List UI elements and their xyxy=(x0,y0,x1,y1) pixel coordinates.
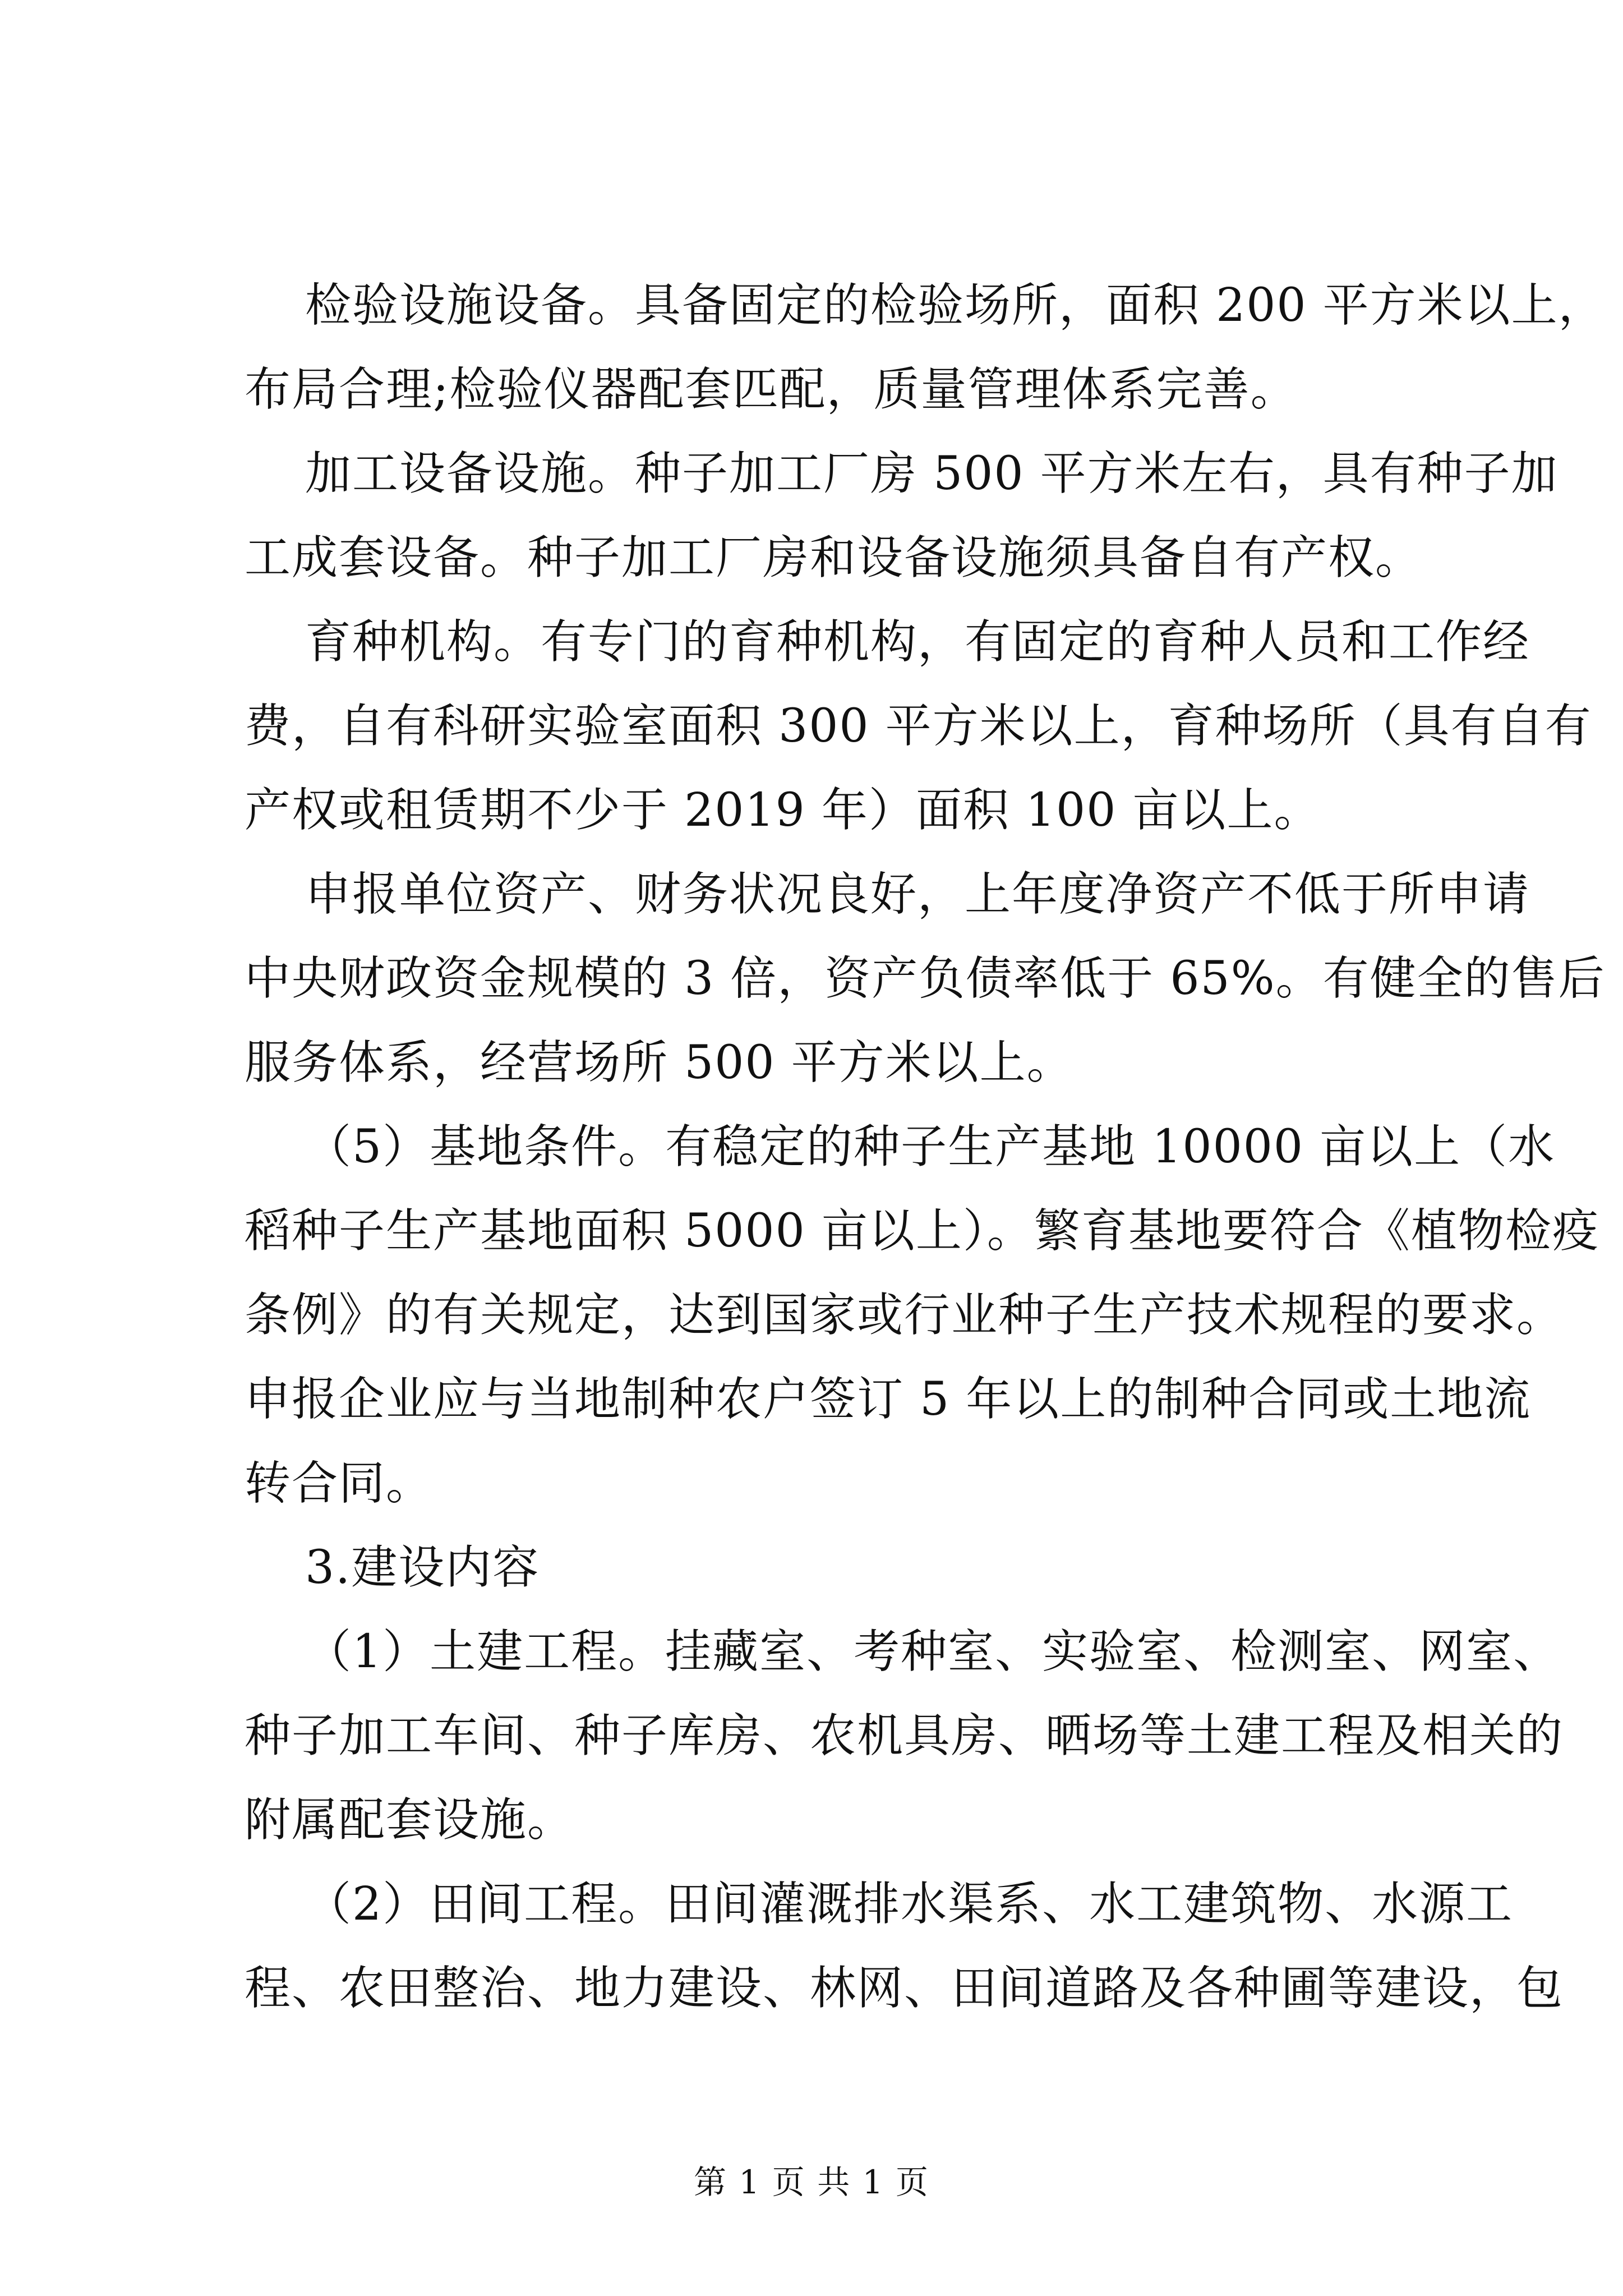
text-line: 加工设备设施。种子加工厂房 500 平方米左右，具有种子加 xyxy=(305,447,1559,500)
text-line: 条例》的有关规定，达到国家或行业种子生产技术规程的要求。 xyxy=(245,1289,1564,1342)
text-line: 中央财政资金规模的 3 倍，资产负债率低于 65%。有健全的售后 xyxy=(245,952,1606,1005)
text-line: 转合同。 xyxy=(245,1457,434,1510)
text-line: 育种机构。有专门的育种机构，有固定的育种人员和工作经 xyxy=(305,615,1530,669)
text-line: 申报企业应与当地制种农户签订 5 年以上的制种合同或土地流 xyxy=(245,1373,1532,1426)
text-line: （2）田间工程。田间灌溉排水渠系、水工建筑物、水源工 xyxy=(305,1878,1514,1931)
text-line: （1）土建工程。挂藏室、考种室、实验室、检测室、网室、 xyxy=(305,1625,1561,1678)
text-line: 种子加工车间、种子库房、农机具房、晒场等土建工程及相关的 xyxy=(245,1709,1564,1763)
text-line: 检验设施设备。具备固定的检验场所，面积 200 平方米以上， xyxy=(305,279,1606,332)
text-line: 服务体系，经营场所 500 平方米以上。 xyxy=(245,1036,1074,1089)
text-line: 附属配套设施。 xyxy=(245,1793,575,1847)
page-footer: 第 1 页 共 1 页 xyxy=(694,2163,929,2201)
section-heading: 3.建设内容 xyxy=(305,1541,540,1594)
text-line: 申报单位资产、财务状况良好，上年度净资产不低于所申请 xyxy=(305,868,1530,921)
text-line: 费，自有科研实验室面积 300 平方米以上，育种场所（具有自有 xyxy=(245,700,1592,753)
text-line: 稻种子生产基地面积 5000 亩以上）。繁育基地要符合《植物检疫 xyxy=(245,1204,1599,1258)
text-line: 产权或租赁期不少于 2019 年）面积 100 亩以上。 xyxy=(245,784,1321,837)
text-line: （5）基地条件。有稳定的种子生产基地 10000 亩以上（水 xyxy=(305,1120,1556,1174)
text-line: 工成套设备。种子加工厂房和设备设施须具备自有产权。 xyxy=(245,531,1423,585)
text-line: 程、农田整治、地力建设、林网、田间道路及各种圃等建设，包 xyxy=(245,1962,1564,2015)
text-line: 布局合理;检验仪器配套匹配，质量管理体系完善。 xyxy=(245,363,1298,416)
